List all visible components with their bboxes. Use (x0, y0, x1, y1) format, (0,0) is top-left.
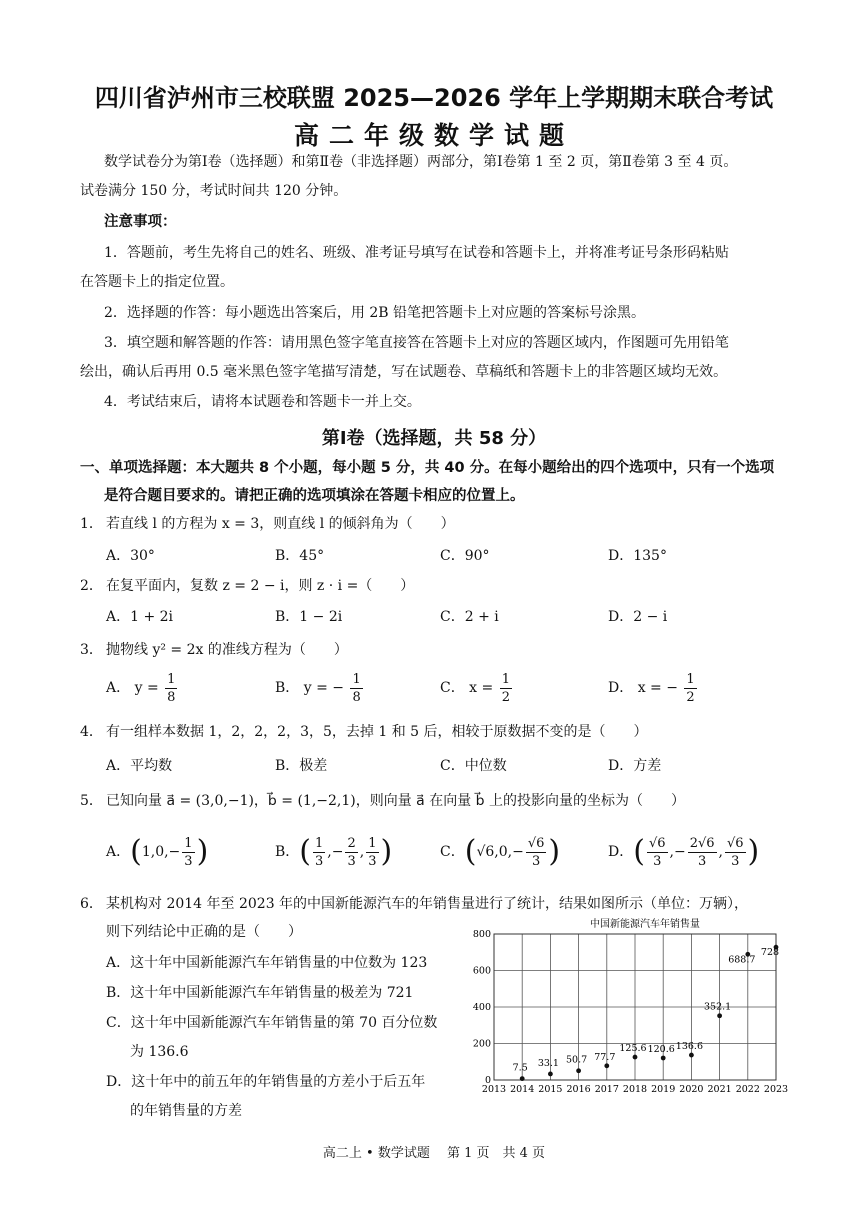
q5-option-d-label: D． (608, 844, 634, 860)
q3-option-a-lhs: y = (134, 680, 159, 696)
data-label: 136.6 (675, 1041, 704, 1053)
y-tick-label: 800 (472, 929, 491, 940)
q5-option-a-fraction (182, 835, 194, 870)
y-tick-label: 200 (472, 1038, 491, 1050)
q3-option-d (608, 668, 699, 708)
page-footer: 高二上 • 数学试题 第 1 页 共 4 页 (322, 1146, 546, 1161)
q3-option-d-label: D． (608, 680, 634, 696)
notes-heading: 注意事项： (104, 214, 177, 230)
exam-title: 四川省泸州市三校联盟 2025—2026 学年上学期期末联合考试 (94, 84, 774, 112)
fraction-denominator: 8 (167, 689, 176, 705)
q5-option-d (608, 830, 759, 874)
q5-option-b-label: B． (275, 844, 300, 860)
exam-subtitle: 高二年级数学试题 (293, 121, 574, 150)
q2-number: 2． (80, 578, 103, 594)
q6-option-c-line-1: C．这十年中国新能源汽车年销售量的第 70 百分位数 (106, 1015, 438, 1031)
y-tick-label: 600 (472, 965, 491, 977)
fraction-numerator: 1 (184, 835, 193, 851)
x-tick-label: 2016 (566, 1084, 591, 1095)
note-3b: 绘出，确认后再用 0.5 毫米黑色签字笔描写清楚，写在试题卷、草稿纸和答题卡上的非答题区域均无效。 (80, 364, 728, 380)
q6-option-d-line-2: 的年销售量的方差 (130, 1103, 242, 1119)
fraction-numerator: 1 (352, 671, 361, 687)
q4-stem: 有一组样本数据 1，2，2，2，3，5，去掉 1 和 5 后，相较于原数据不变的是（ ） (106, 724, 648, 740)
q5-option-a-prefix: 1,0,− (141, 844, 181, 860)
data-point (633, 1055, 638, 1060)
x-tick-label: 2013 (481, 1084, 507, 1095)
q6-stem-1: 某机构对 2014 年至 2023 年的中国新能源汽车的年销售量进行了统计，结果如图所示（单位：万辆）， (106, 896, 749, 912)
x-tick-label: 2018 (622, 1084, 648, 1095)
fraction-denominator: 3 (315, 853, 324, 869)
q5-option-b-fraction-3 (366, 835, 378, 870)
part1-line-1: 一、单项选择题：本大题共 8 个小题，每小题 5 分，共 40 分。在每小题给出的四个选项中，只有一个选项 (80, 460, 775, 476)
q3-option-c-lhs: x = (469, 680, 494, 696)
q1-option-c: C．90° (440, 548, 490, 564)
fraction-numerator: 1 (167, 671, 176, 687)
q6-option-c-line-2: 为 136.6 (130, 1044, 189, 1060)
fraction-denominator: 3 (531, 853, 541, 869)
q4-number: 4． (80, 724, 103, 740)
intro-line-2: 试卷满分 150 分，考试时间共 120 分钟。 (80, 183, 348, 199)
q4-option-d: D．方差 (608, 758, 662, 774)
q1-option-d: D．135° (608, 548, 667, 564)
q6-number: 6． (80, 896, 103, 912)
q1-number: 1． (80, 516, 103, 532)
x-tick-label: 2014 (510, 1084, 535, 1095)
note-2: 2．选择题的作答：每小题选出答案后，用 2B 铅笔把答题卡上对应题的答案标号涂黑。 (104, 305, 646, 321)
q1-option-a: A．30° (106, 548, 155, 564)
fraction-denominator: 2 (501, 689, 510, 705)
data-label: 50.7 (566, 1054, 588, 1066)
fraction-denominator: 3 (347, 853, 356, 869)
data-point (576, 1068, 581, 1073)
q2-option-d: D．2 − i (608, 609, 668, 625)
q2-option-b: B．1 − 2i (275, 609, 343, 625)
fraction-numerator: 1 (686, 671, 695, 687)
fraction-denominator: 3 (184, 853, 193, 869)
q4-option-c: C．中位数 (440, 758, 507, 774)
q6-option-d-line-1: D．这十年中的前五年的年销售量的方差小于后五年 (106, 1074, 426, 1090)
separator: , (718, 844, 723, 860)
x-tick-label: 2021 (707, 1084, 732, 1095)
separator: ,− (669, 844, 686, 860)
q3-option-a-fraction (165, 671, 177, 706)
q2-stem: 在复平面内，复数 z = 2 − i，则 z · i =（ ） (106, 578, 415, 594)
fraction-denominator: 3 (731, 853, 740, 869)
data-label: 120.6 (647, 1043, 675, 1055)
q3-stem: 抛物线 y² = 2x 的准线方程为（ ） (106, 642, 348, 658)
data-point (717, 1013, 722, 1018)
q1-stem: 若直线 l 的方程为 x = 3，则直线 l 的倾斜角为（ ） (106, 516, 455, 532)
q3-number: 3． (80, 642, 103, 658)
data-label: 33.1 (537, 1057, 559, 1069)
fraction-denominator: 8 (352, 689, 361, 705)
data-label: 77.7 (594, 1051, 616, 1063)
left-paren: ( (130, 834, 142, 869)
right-paren: ) (747, 834, 760, 869)
fraction-numerator: √6 (648, 835, 666, 851)
fraction-numerator: √6 (527, 835, 545, 851)
separator: , (359, 844, 365, 860)
right-paren: ) (548, 834, 561, 869)
x-tick-label: 2020 (679, 1084, 704, 1095)
data-point (604, 1063, 609, 1068)
data-point (689, 1053, 694, 1058)
q6-option-a: A．这十年中国新能源汽车年销售量的中位数为 123 (106, 955, 428, 971)
data-label: 125.6 (619, 1043, 647, 1055)
y-tick-label: 0 (484, 1075, 491, 1086)
sales-chart (462, 912, 802, 1102)
fraction-denominator: 3 (697, 853, 707, 869)
q3-option-b (275, 668, 365, 708)
q3-option-c (440, 668, 514, 708)
q3-option-d-fraction (684, 671, 696, 706)
q5-option-a (106, 830, 208, 874)
separator: ,− (327, 844, 344, 860)
x-tick-label: 2023 (763, 1084, 789, 1095)
note-1b: 在答题卡上的指定位置。 (80, 274, 234, 290)
q5-option-c-label: C． (440, 844, 465, 860)
part1-line-2: 是符合题目要求的。请把正确的选项填涂在答题卡相应的位置上。 (104, 488, 525, 504)
x-tick-label: 2017 (594, 1084, 619, 1095)
q1-option-b: B．45° (275, 548, 325, 564)
fraction-numerator: 1 (315, 835, 324, 851)
fraction-denominator: 3 (653, 853, 662, 869)
x-tick-label: 2015 (538, 1084, 563, 1095)
q5-option-d-fraction-1 (647, 835, 668, 870)
data-point (520, 1076, 525, 1081)
q3-option-b-fraction (350, 671, 362, 706)
q4-option-a: A．平均数 (106, 758, 173, 774)
left-paren: ( (299, 834, 312, 869)
q5-number: 5． (80, 793, 103, 809)
x-tick-label: 2022 (735, 1084, 760, 1095)
intro-line-1: 数学试卷分为第Ⅰ卷（选择题）和第Ⅱ卷（非选择题）两部分，第Ⅰ卷第 1 至 2 页，第Ⅱ卷第 3 至 4 页。 (104, 154, 738, 170)
fraction-denominator: 3 (368, 853, 377, 869)
q6-option-b: B．这十年中国新能源汽车年销售量的极差为 721 (106, 985, 414, 1001)
right-paren: ) (380, 834, 393, 869)
fraction-denominator: 2 (686, 689, 695, 705)
q3-option-b-lhs: y = − (303, 680, 345, 696)
left-paren: ( (464, 834, 477, 869)
q5-option-a-label: A． (106, 844, 131, 860)
data-point (661, 1056, 666, 1061)
data-label: 352.1 (703, 1001, 732, 1013)
note-4: 4．考试结束后，请将本试题卷和答题卡一并上交。 (104, 394, 421, 410)
q3-option-c-label: C． (440, 680, 465, 696)
q3-option-b-label: B． (275, 680, 300, 696)
fraction-numerator: 1 (501, 671, 510, 687)
x-tick-label: 2019 (651, 1084, 676, 1095)
fraction-numerator: 2 (347, 835, 356, 851)
fraction-numerator: 2√6 (689, 835, 715, 851)
q5-option-b (275, 830, 392, 874)
q6-stem-2: 则下列结论中正确的是（ ） (106, 924, 302, 940)
data-label: 7.5 (512, 1062, 528, 1074)
q5-option-c-prefix: √6,0,− (476, 844, 524, 860)
q3-option-a (106, 668, 179, 708)
y-tick-label: 400 (472, 1002, 491, 1013)
data-point (548, 1072, 553, 1077)
note-3a: 3．填空题和解答题的作答：请用黑色签字笔直接答在答题卡上对应的答题区域内，作图题可先用铅笔 (104, 335, 729, 351)
q3-option-c-fraction (500, 671, 512, 706)
q5-option-c-fraction (526, 835, 547, 870)
q3-option-a-label: A． (106, 680, 131, 696)
fraction-numerator: √6 (726, 835, 744, 851)
fraction-numerator: 1 (368, 835, 377, 851)
q5-option-d-fraction-3 (725, 835, 746, 870)
data-label: 688.7 (728, 954, 756, 966)
q2-option-a: A．1 + 2i (106, 609, 174, 625)
data-label: 728 (760, 947, 780, 959)
chart-title: 中国新能源汽车年销售量 (590, 919, 700, 930)
q5-option-c (440, 830, 560, 874)
q2-option-c: C．2 + i (440, 609, 499, 625)
q5-option-d-fraction-2 (688, 835, 717, 870)
q5-option-b-fraction-1 (313, 835, 325, 870)
q3-option-d-lhs: x = − (637, 680, 678, 696)
note-1a: 1．答题前，考生先将自己的姓名、班级、准考证号填写在试卷和答题卡上，并将准考证号条形码粘贴 (104, 245, 729, 261)
q5-stem: 已知向量 a⃗ = (3,0,−1)，b⃗ = (1,−2,1)，则向量 a⃗ 在向量 b⃗ 上的投影向量的坐标为（ ） (106, 793, 685, 809)
right-paren: ) (196, 834, 209, 869)
q4-option-b: B．极差 (275, 758, 328, 774)
section-title: 第Ⅰ卷（选择题，共 58 分） (321, 428, 547, 449)
q5-option-b-fraction-2 (345, 835, 357, 870)
left-paren: ( (633, 834, 645, 869)
